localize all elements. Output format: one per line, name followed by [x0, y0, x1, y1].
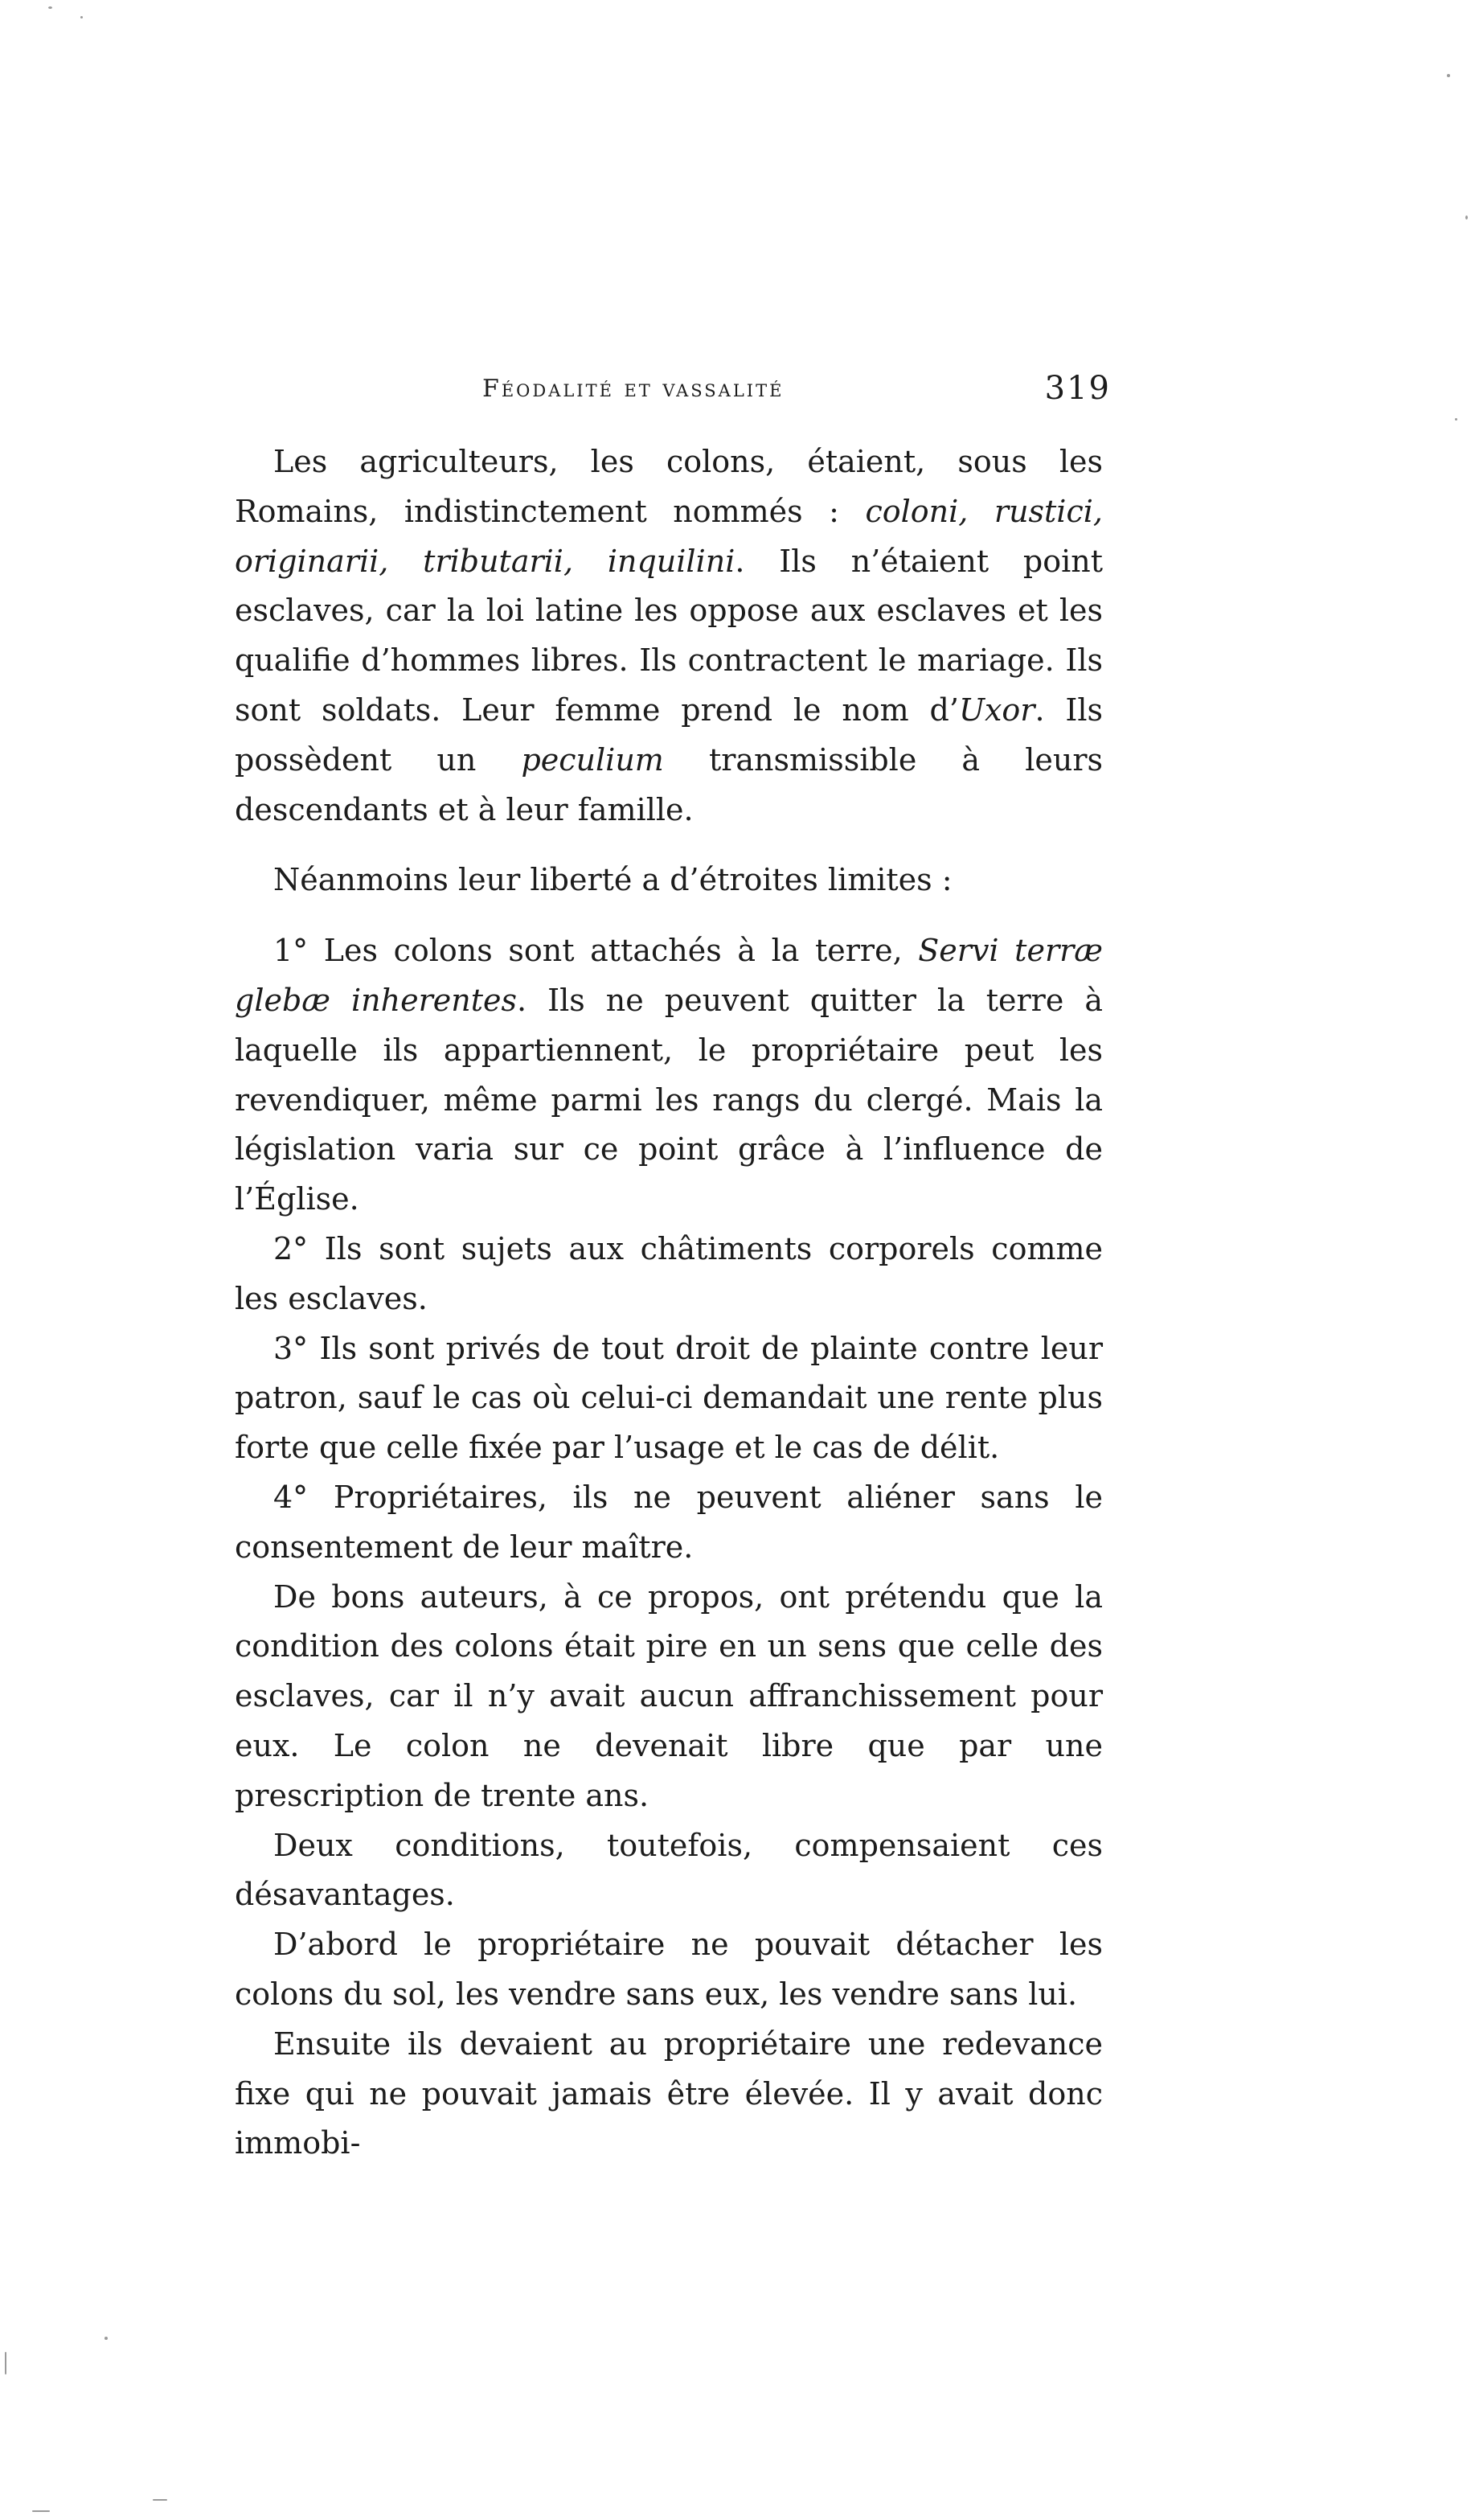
scan-speck	[1465, 215, 1468, 220]
text-run: Ensuite ils devaient au propriétaire une redevance fixe qui ne pouvait jamais être élevée. Il y avait donc immobi-	[235, 2025, 1103, 2161]
scan-speck	[5, 2352, 6, 2374]
scan-speck	[1455, 418, 1457, 421]
paragraph-limits-intro	[235, 856, 1103, 905]
scan-speck	[104, 2337, 108, 2340]
body-text	[235, 437, 1103, 2169]
scan-speck	[1447, 74, 1450, 77]
paragraph-compensations	[235, 1821, 1103, 1921]
text-run: . Ils ne peuvent quitter la terre à laquelle ils appartiennent, le propriétaire peut les revendiquer, même parmi les rangs du clergé. Mais la législation varia sur ce point grâce à l’influence de l’Église.	[235, 982, 1103, 1217]
running-title: Féodalité et vassalité	[482, 375, 785, 403]
text-run: D’abord le propriétaire ne pouvait détacher les colons du sol, les vendre sans eux, les vendre sans lui.	[235, 1927, 1103, 2012]
paragraph-second-compensation	[235, 2020, 1103, 2169]
text-run: 3° Ils sont privés de tout droit de plainte contre leur patron, sauf le cas où celui-ci demandait une rente plus forte que celle fixée par l’usage et le cas de délit.	[235, 1330, 1103, 1466]
text-run: 4° Propriétaires, ils ne peuvent aliéner sans le consentement de leur maître.	[235, 1479, 1103, 1565]
paragraph-first-compensation	[235, 1920, 1103, 2020]
italic-term-run: Uxor	[958, 692, 1035, 728]
text-run: 2° Ils sont sujets aux châtiments corporels comme les esclaves.	[235, 1230, 1103, 1316]
text-run: De bons auteurs, à ce propos, ont prétendu que la condition des colons était pire en un sens que celle des esclaves, car il n’y avait aucun affranchissement pour eux. Le colon ne devenait libre que par une prescription de trente ans.	[235, 1578, 1103, 1813]
italic-term-run: peculium	[521, 741, 664, 778]
text-run: Néanmoins leur liberté a d’étroites limites :	[273, 862, 953, 898]
scan-speck	[32, 2510, 50, 2512]
page-number: 319	[1044, 370, 1111, 407]
text-run: . Ils n’étaient point esclaves, car la loi latine les oppose aux esclaves et les qualifie d’hommes libres. Ils contractent le mariage. Ils sont soldats. Leur femme prend le nom d’	[235, 543, 1103, 728]
text-run: 1° Les colons sont attachés à la terre,	[273, 933, 919, 969]
scan-speck	[153, 2499, 167, 2501]
paragraph-colons-definition	[235, 437, 1103, 835]
paragraph-limit-4	[235, 1473, 1103, 1573]
text-run: Les agriculteurs, les colons, étaient, sous les Romains, indistinctement nommés :	[235, 444, 1103, 529]
text-run: transmissible à leurs descendants et à leur famille.	[235, 741, 1103, 827]
italic-term-run: Servi terræ glebæ inherentes	[235, 933, 1103, 1018]
scan-speck	[48, 6, 52, 9]
text-run: . Ils possèdent un	[235, 692, 1104, 778]
paragraph-limit-3	[235, 1324, 1103, 1473]
italic-term-run: coloni, rustici, originarii, tributarii, inquilini	[235, 493, 1103, 579]
paragraph-authors-opinion	[235, 1573, 1103, 1821]
scan-speck	[80, 16, 83, 18]
paragraph-limit-2	[235, 1225, 1103, 1324]
text-run: Deux conditions, toutefois, compensaient ces désavantages.	[235, 1827, 1103, 1913]
paragraph-limit-1	[235, 926, 1103, 1225]
running-head	[235, 370, 1111, 418]
